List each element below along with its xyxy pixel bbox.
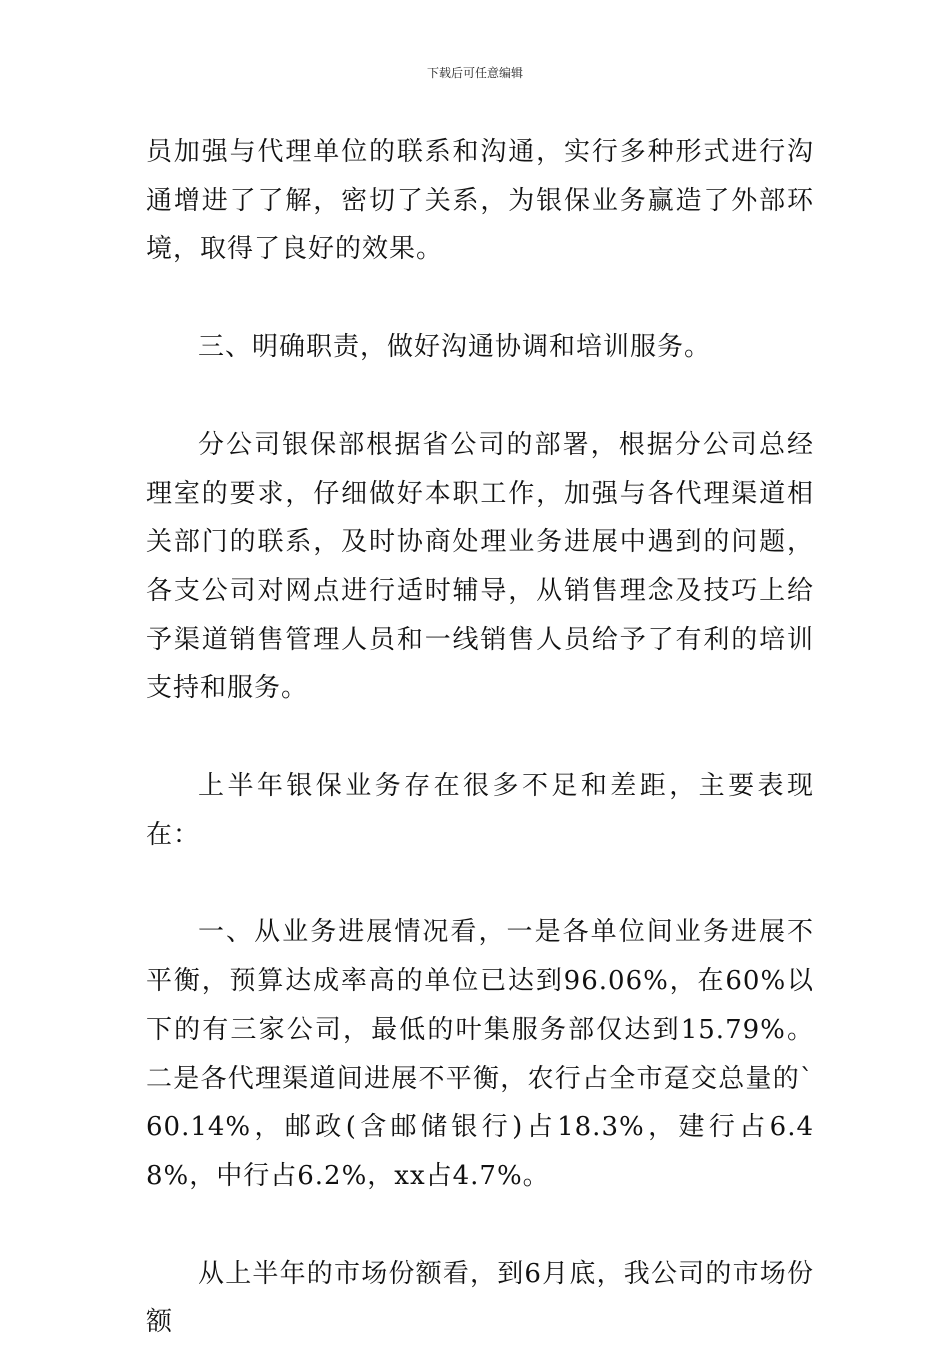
- document-body: [146, 128, 814, 1347]
- paragraph-3: 分公司银保部根据省公司的部署，根据分公司总经理室的要求，仔细做好本职工作，加强与各代理渠道相关部门的联系，及时协商处理业务进展中遇到的问题，各支公司对网点进行适时辅导，从销售理念及技巧上给予渠道销售管理人员和一线销售人员给予了有利的培训支持和服务。: [146, 429, 814, 704]
- section-heading-3: 三、明确职责，做好沟通协调和培训服务。: [198, 332, 712, 363]
- paragraph-1: 员加强与代理单位的联系和沟通，实行多种形式进行沟通增进了了解，密切了关系，为银保业务赢造了外部环境，取得了良好的效果。: [146, 137, 814, 265]
- paragraph-5: 一、从业务进展情况看，一是各单位间业务进展不平衡，预算达成率高的单位已达到96.06%，在60%以下的有三家公司，最低的叶集服务部仅达到15.79%。二是各代理渠道间进展不平衡，农行占全市趸交总量的`60.14%，邮政(含邮储银行)占18.3%，建行占6.48%，中行占6.2%，xx占4.7%。: [146, 917, 814, 1191]
- page-header: 下载后可任意编辑: [426, 66, 523, 80]
- paragraph-6: 从上半年的市场份额看，到6月底，我公司的市场份额: [146, 1258, 814, 1338]
- paragraph-4: 上半年银保业务存在很多不足和差距，主要表现在：: [146, 771, 814, 850]
